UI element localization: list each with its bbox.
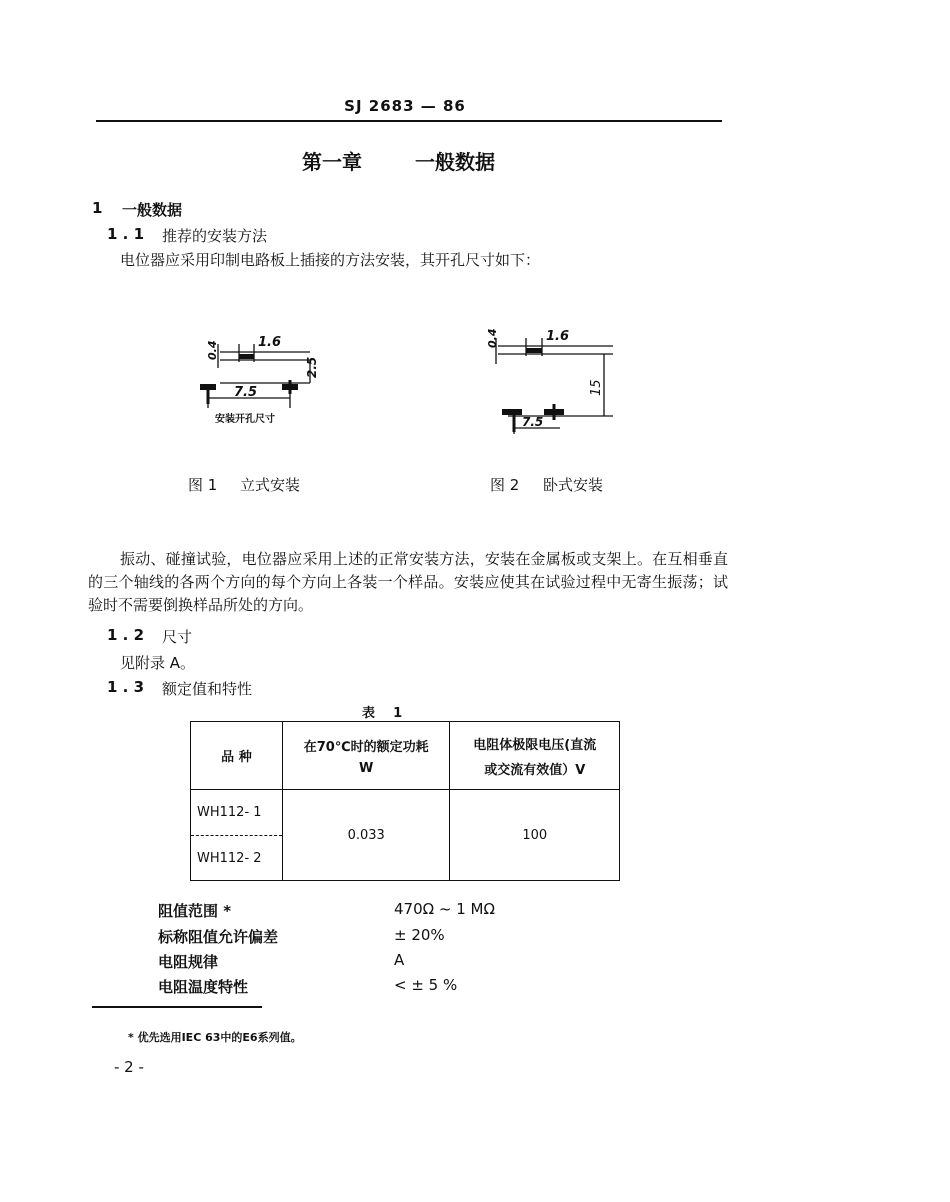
fig2-dim-vertical: 15 xyxy=(589,379,604,396)
col-header-voltage-line1: 电阻体极限电压(直流 xyxy=(473,737,597,753)
col-header-power xyxy=(282,722,450,790)
section-1-2-text: 见附录 A。 xyxy=(120,654,196,672)
vibration-paragraph: 振动、碰撞试验，电位器应采用上述的正常安装方法，安装在金属板或支架上。在互相垂直的三个轴线的各两个方向的每个方向上各装一个样品。安装应使其在试验过程中无寄生振荡；试验时不需要倒换样品所处的方向。 xyxy=(88,550,728,614)
rating-table xyxy=(190,721,620,881)
fig1-dim-spacing: 7.5 xyxy=(234,385,258,400)
spec-label-resistance-range: 阻值范围 * xyxy=(158,902,232,920)
chapter-number: 第一章 xyxy=(302,150,362,174)
col-header-type: 品 种 xyxy=(191,722,283,790)
col-header-voltage xyxy=(450,722,620,790)
page-number: - 2 - xyxy=(114,1058,144,1076)
figure-1-drawing xyxy=(190,318,340,430)
spec-label-taper: 电阻规律 xyxy=(158,953,219,971)
section-1-1-text: 电位器应采用印制电路板上插接的方法安装，其开孔尺寸如下： xyxy=(120,251,541,269)
fig1-dim-width: 1.6 xyxy=(258,335,282,350)
spec-label-tolerance: 标称阻值允许偏差 xyxy=(158,928,279,946)
section-1-2-number: 1 . 2 xyxy=(107,626,145,644)
section-1-1-title: 推荐的安装方法 xyxy=(162,227,268,245)
section-1-3-number: 1 . 3 xyxy=(107,678,145,696)
fig1-dim-vertical: 2.5 xyxy=(305,356,319,378)
figure-2-caption-number: 图 2 xyxy=(490,476,520,494)
fig1-label: 安装开孔尺寸 xyxy=(215,414,275,425)
fig2-dim-spacing: 7.5 xyxy=(522,415,544,429)
col-header-power-line1: 在70℃时的额定功耗 xyxy=(303,739,429,755)
fig2-dim-width: 1.6 xyxy=(546,329,570,344)
figure-1-caption: 立式安装 xyxy=(240,476,301,494)
fig1-dim-height: 0.4 xyxy=(206,340,219,360)
footnote: * 优先选用IEC 63中的E6系列值。 xyxy=(128,1031,302,1044)
section-1-title: 一般数据 xyxy=(122,201,183,219)
col-header-voltage-line2: 或交流有效值）V xyxy=(484,762,586,778)
model-wh112-1: WH112- 1 xyxy=(191,790,283,836)
fig2-dim-height: 0.4 xyxy=(486,328,499,348)
spec-value-temperature: < ± 5 % xyxy=(394,976,458,994)
figure-2-drawing xyxy=(478,312,628,442)
table-1-caption: 表 1 xyxy=(362,706,403,721)
figure-1-caption-number: 图 1 xyxy=(188,476,218,494)
section-1-2-title: 尺寸 xyxy=(162,628,193,646)
section-1-3-title: 额定值和特性 xyxy=(162,680,253,698)
spec-value-taper: A xyxy=(394,951,405,969)
figure-2-caption: 卧式安装 xyxy=(543,476,604,494)
footnote-rule xyxy=(92,1006,262,1008)
document-code-header: SJ 2683 — 86 xyxy=(344,97,466,115)
model-wh112-2: WH112- 2 xyxy=(191,836,283,881)
spec-value-resistance-range: 470Ω ~ 1 MΩ xyxy=(394,900,495,918)
section-1-1-number: 1 . 1 xyxy=(107,225,145,243)
chapter-title: 一般数据 xyxy=(415,150,495,174)
spec-label-temperature: 电阻温度特性 xyxy=(158,978,249,996)
header-rule xyxy=(96,120,722,122)
table-row xyxy=(191,790,620,836)
section-1-number: 1 xyxy=(92,199,103,217)
spec-value-tolerance: ± 20% xyxy=(394,926,445,944)
power-value: 0.033 xyxy=(282,790,450,881)
col-header-power-unit: W xyxy=(359,760,374,776)
voltage-value: 100 xyxy=(450,790,620,881)
